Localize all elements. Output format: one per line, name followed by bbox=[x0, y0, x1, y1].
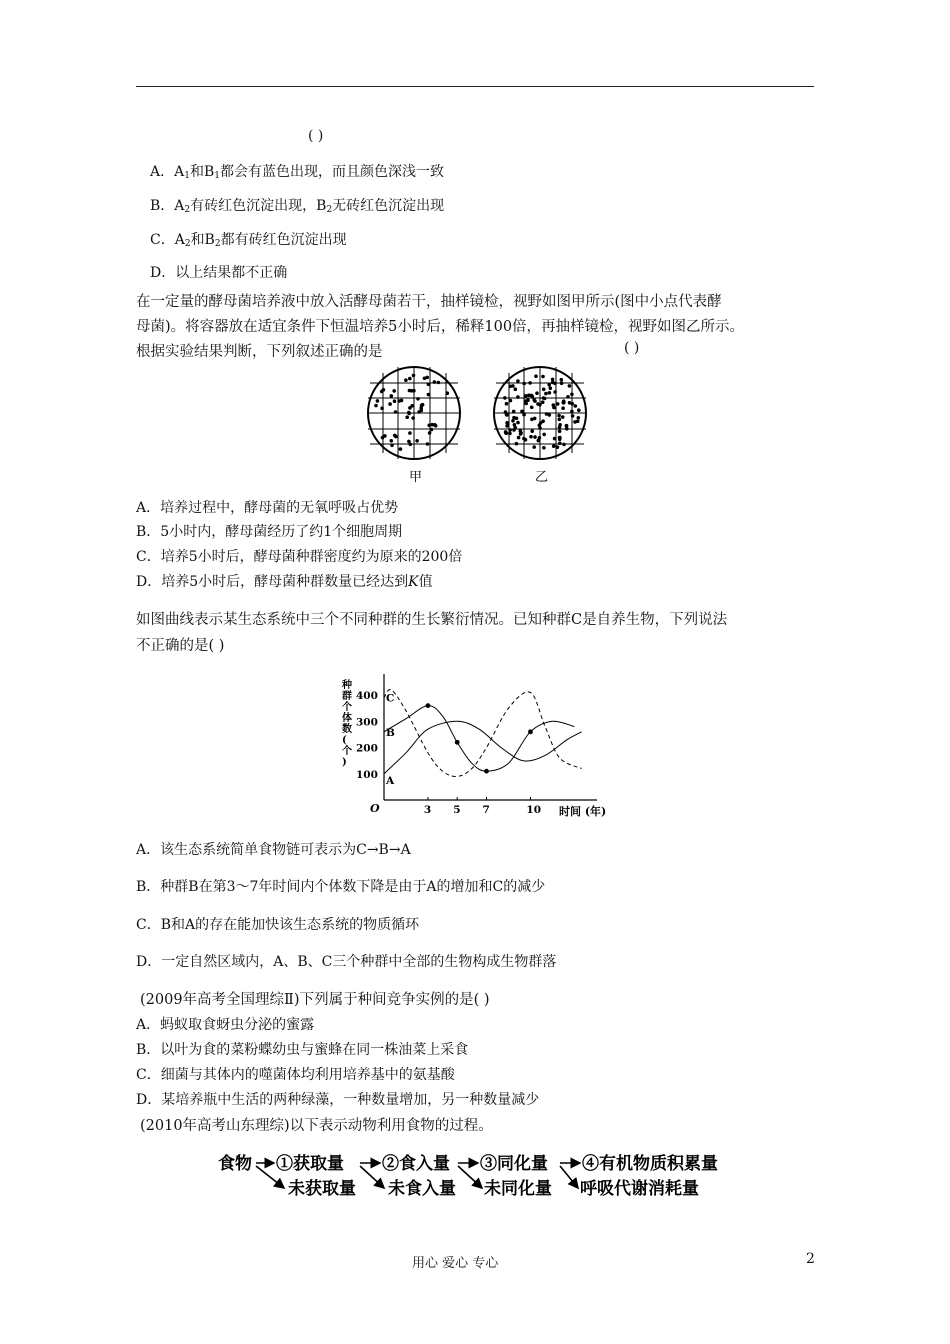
yeast-cell-dot bbox=[426, 442, 430, 446]
chart-series bbox=[384, 690, 582, 787]
yeast-cell-dot bbox=[530, 406, 534, 410]
option-b: B．以叶为食的菜粉蝶幼虫与蜜蜂在同一株油菜上采食 bbox=[136, 1042, 469, 1058]
yeast-cell-dot bbox=[519, 432, 523, 436]
yeast-cell-dot bbox=[517, 436, 521, 440]
yeast-cell-dot bbox=[576, 420, 580, 424]
yeast-cell-dot bbox=[381, 436, 385, 440]
option-a: A．蚂蚁取食蚜虫分泌的蜜露 bbox=[136, 1017, 315, 1033]
yeast-cell-dot bbox=[382, 388, 386, 392]
answer-bracket: ( ) bbox=[308, 128, 324, 144]
y-axis-label-char: 群 bbox=[342, 691, 352, 702]
origin-label: O bbox=[370, 802, 380, 815]
yeast-cell-dot bbox=[427, 393, 431, 397]
yeast-cell-dot bbox=[577, 408, 581, 412]
yeast-cell-dot bbox=[532, 445, 536, 449]
yeast-cell-dot bbox=[542, 396, 546, 400]
yeast-cell-dot bbox=[415, 439, 419, 443]
arrow-icon bbox=[560, 1166, 578, 1188]
flow-loss-4: 呼吸代谢消耗量 bbox=[580, 1179, 699, 1199]
yeast-cell-dot bbox=[552, 444, 556, 448]
option-a: A．培养过程中，酵母菌的无氧呼吸占优势 bbox=[136, 500, 399, 516]
yeast-cell-dot bbox=[556, 402, 560, 406]
yeast-cell-dot bbox=[524, 438, 528, 442]
question-stem-line: 在一定量的酵母菌培养液中放入活酵母菌若干，抽样镜检，视野如图甲所示(图中小点代表酵 bbox=[136, 294, 722, 310]
yeast-cell-dot bbox=[558, 430, 562, 434]
yeast-cell-dot bbox=[504, 431, 508, 435]
yeast-cell-dot bbox=[542, 388, 546, 392]
option-d: D．某培养瓶中生活的两种绿藻，一种数量增加，另一种数量减少 bbox=[136, 1092, 540, 1108]
flow-step-2: ②食入量 bbox=[382, 1154, 450, 1174]
yeast-cell-dot bbox=[407, 411, 411, 415]
yeast-cell-dot bbox=[408, 377, 412, 381]
yeast-cell-dot bbox=[515, 442, 519, 446]
y-tick-label: 200 bbox=[356, 742, 378, 755]
yeast-cell-dot bbox=[548, 391, 552, 395]
yeast-cell-dot bbox=[558, 442, 562, 446]
y-axis-label-char: 个 bbox=[342, 702, 352, 713]
flow-loss-1: 未获取量 bbox=[288, 1179, 356, 1199]
x-tick-label: 10 bbox=[526, 804, 542, 816]
yeast-cell-dot bbox=[516, 421, 520, 425]
question-stem: (2009年高考全国理综Ⅱ)下列属于种间竞争实例的是( ) bbox=[140, 992, 490, 1008]
yeast-cell-dot bbox=[519, 429, 523, 433]
yeast-cell-dot bbox=[529, 435, 533, 439]
yeast-cell-dot bbox=[446, 391, 450, 395]
yeast-cell-dot bbox=[571, 414, 575, 418]
yeast-cell-dot bbox=[509, 399, 513, 403]
flow-loss-2: 未食入量 bbox=[388, 1179, 456, 1199]
yeast-cell-dot bbox=[380, 407, 384, 411]
y-axis-label-char: 体 bbox=[342, 713, 352, 724]
yeast-cell-dot bbox=[390, 439, 394, 443]
yeast-cell-dot bbox=[513, 423, 517, 427]
yeast-cell-dot bbox=[538, 423, 542, 427]
yeast-cell-dot bbox=[428, 431, 432, 435]
arrow-icon bbox=[458, 1166, 482, 1188]
yeast-cell-dot bbox=[527, 394, 531, 398]
y-axis-label-char: ( bbox=[342, 735, 347, 746]
series-line-b bbox=[384, 706, 574, 772]
food-flow-diagram bbox=[210, 1146, 750, 1206]
y-axis-label-char: 种 bbox=[342, 680, 352, 691]
x-tick-label: 3 bbox=[423, 804, 432, 816]
yeast-figure bbox=[360, 363, 600, 485]
flow-food: 食物 bbox=[218, 1154, 252, 1174]
yeast-cell-dot bbox=[509, 385, 513, 389]
yeast-cell-dot bbox=[561, 406, 565, 410]
yeast-cell-dot bbox=[547, 383, 551, 387]
yeast-cell-dot bbox=[430, 423, 434, 427]
yeast-cell-dot bbox=[511, 419, 515, 423]
yeast-cell-dot bbox=[397, 399, 401, 403]
yeast-cell-dot bbox=[410, 389, 414, 393]
header-rule bbox=[136, 86, 814, 87]
data-point bbox=[528, 729, 533, 734]
y-tick-label: 100 bbox=[356, 768, 378, 781]
yeast-cell-dot bbox=[558, 436, 562, 440]
chart-axes bbox=[341, 674, 606, 818]
y-axis-label-char: 个 bbox=[342, 746, 352, 757]
data-point bbox=[455, 740, 460, 745]
yeast-cell-dot bbox=[514, 387, 518, 391]
yeast-cell-dot bbox=[505, 402, 509, 406]
yeast-cell-dot bbox=[541, 375, 545, 379]
flow-step-3: ③同化量 bbox=[480, 1154, 548, 1174]
yeast-cell-dot bbox=[535, 391, 539, 395]
yeast-cell-dot bbox=[411, 416, 415, 420]
yeast-cell-dot bbox=[552, 406, 556, 410]
yeast-cell-dot bbox=[553, 382, 557, 386]
yeast-cell-dot bbox=[399, 447, 403, 451]
option-b: B．种群B在第3～7年时间内个体数下降是由于A的增加和C的减少 bbox=[136, 879, 546, 895]
yeast-cell-dot bbox=[512, 410, 516, 414]
flow-step-4: ④有机物质积累量 bbox=[582, 1154, 718, 1174]
yeast-cell-dot bbox=[412, 374, 416, 378]
chart-points bbox=[426, 703, 533, 773]
yeast-cell-dot bbox=[421, 403, 425, 407]
yeast-cell-dot bbox=[553, 437, 557, 441]
y-axis-label-char: ) bbox=[342, 757, 347, 768]
circle-jia bbox=[368, 367, 460, 459]
yeast-cell-dot bbox=[528, 381, 532, 385]
yeast-cell-dot bbox=[577, 416, 581, 420]
yeast-cell-dot bbox=[533, 435, 537, 439]
yeast-cell-dot bbox=[430, 428, 434, 432]
yeast-cell-dot bbox=[565, 424, 569, 428]
option-d: D．培养5小时后，酵母菌种群数量已经达到K值 bbox=[136, 574, 433, 590]
yeast-cell-dot bbox=[409, 443, 413, 447]
yeast-cell-dot bbox=[515, 417, 519, 421]
yeast-cell-dot bbox=[561, 415, 565, 419]
flow-loss-3: 未同化量 bbox=[484, 1179, 552, 1199]
yeast-cell-dot bbox=[512, 428, 516, 432]
option-c: C．培养5小时后，酵母菌种群密度约为原来的200倍 bbox=[136, 549, 463, 565]
yeast-cell-dot bbox=[557, 414, 561, 418]
yeast-cell-dot bbox=[548, 413, 552, 417]
option-a: A．该生态系统简单食物链可表示为C→B→A bbox=[136, 842, 411, 858]
yeast-cell-dot bbox=[568, 401, 572, 405]
yeast-cell-dot bbox=[503, 396, 507, 400]
answer-bracket: ( ) bbox=[624, 340, 640, 356]
yeast-cell-dot bbox=[376, 399, 380, 403]
yeast-cell-dot bbox=[505, 424, 509, 428]
yeast-cell-dot bbox=[506, 413, 510, 417]
series-label-b: B bbox=[386, 726, 395, 739]
yeast-cell-dot bbox=[541, 400, 545, 404]
yeast-cell-dot bbox=[524, 399, 528, 403]
yeast-cell-dot bbox=[393, 434, 397, 438]
yeast-cell-dot bbox=[388, 402, 392, 406]
option-c: C．细菌与其体内的噬菌体均利用培养基中的氨基酸 bbox=[136, 1067, 455, 1083]
x-tick-label: 5 bbox=[453, 804, 461, 816]
flow-step-1: ①获取量 bbox=[276, 1154, 344, 1174]
y-tick-label: 400 bbox=[356, 690, 378, 703]
yeast-cell-dot bbox=[534, 374, 538, 378]
yeast-cell-dot bbox=[520, 410, 524, 414]
yeast-cell-dot bbox=[562, 443, 566, 447]
data-point bbox=[426, 703, 431, 708]
yeast-cell-dot bbox=[390, 444, 394, 448]
series-label-a: A bbox=[386, 774, 395, 787]
yeast-cell-dot bbox=[516, 395, 520, 399]
yeast-cell-dot bbox=[574, 404, 578, 408]
yeast-cell-dot bbox=[508, 432, 512, 436]
option-b: B．$A_2$有砖红色沉淀出现，$B_2$无砖红色沉淀出现 bbox=[150, 198, 445, 215]
yeast-cell-dot bbox=[542, 433, 546, 437]
yeast-cell-dot bbox=[541, 419, 545, 423]
yeast-cell-dot bbox=[408, 431, 412, 435]
yeast-cell-dot bbox=[568, 384, 572, 388]
yeast-cell-dot bbox=[393, 399, 397, 403]
question-stem: (2010年高考山东理综)以下表示动物利用食物的过程。 bbox=[140, 1118, 493, 1134]
yeast-cell-dot bbox=[427, 383, 431, 387]
y-tick-label: 300 bbox=[356, 716, 378, 729]
yeast-cell-dot bbox=[530, 418, 534, 422]
yeast-cell-dot bbox=[427, 424, 431, 428]
yeast-cell-dot bbox=[524, 394, 528, 398]
question-stem-line: 如图曲线表示某生态系统中三个不同种群的生长繁衍情况。已知种群C是自养生物，下列说法 bbox=[136, 612, 728, 628]
yeast-cell-dot bbox=[410, 404, 414, 408]
yeast-cell-dot bbox=[420, 409, 424, 413]
yeast-cell-dot bbox=[560, 378, 564, 382]
label-yi: 乙 bbox=[535, 470, 549, 485]
yeast-cell-dot bbox=[562, 399, 566, 403]
yeast-cell-dot bbox=[544, 392, 548, 396]
yeast-cell-dot bbox=[537, 439, 541, 443]
x-axis-label: 时间 (年) bbox=[559, 805, 607, 818]
series-line-a bbox=[384, 721, 582, 774]
option-c: C．$A_2$和$B_2$都有砖红色沉淀出现 bbox=[150, 232, 347, 249]
x-tick-label: 7 bbox=[482, 804, 490, 816]
page-number: 2 bbox=[806, 1251, 815, 1267]
yeast-cell-dot bbox=[549, 386, 553, 390]
yeast-cell-dot bbox=[556, 445, 560, 449]
yeast-cell-dot bbox=[530, 429, 534, 433]
yeast-cell-dot bbox=[374, 404, 378, 408]
yeast-cell-dot bbox=[522, 382, 526, 386]
question-stem-line: 不正确的是( ) bbox=[136, 638, 225, 654]
option-d: D．以上结果都不正确 bbox=[150, 265, 288, 281]
series-label-c: C bbox=[386, 692, 395, 705]
y-axis-label-char: 数 bbox=[342, 724, 352, 735]
yeast-cell-dot bbox=[532, 398, 536, 402]
yeast-cell-dot bbox=[416, 397, 420, 401]
data-point bbox=[484, 769, 489, 774]
label-jia: 甲 bbox=[409, 470, 423, 485]
yeast-cell-dot bbox=[551, 378, 555, 382]
yeast-cell-dot bbox=[516, 379, 520, 383]
option-d: D．一定自然区域内，A、B、C三个种群中全部的生物构成生物群落 bbox=[136, 954, 557, 970]
yeast-cell-dot bbox=[558, 426, 562, 430]
yeast-cell-dot bbox=[405, 415, 409, 419]
arrow-icon bbox=[360, 1166, 384, 1188]
yeast-cell-dot bbox=[437, 381, 441, 385]
yeast-cell-dot bbox=[394, 410, 398, 414]
yeast-cell-dot bbox=[392, 389, 396, 393]
yeast-cell-dot bbox=[433, 380, 437, 384]
question-stem-line: 母菌)。将容器放在适宜条件下恒温培养5小时后，稀释100倍，再抽样镜检，视野如图乙所示。 bbox=[136, 319, 745, 335]
yeast-cell-dot bbox=[538, 403, 542, 407]
yeast-cell-dot bbox=[570, 410, 574, 414]
population-chart bbox=[332, 672, 612, 824]
yeast-cell-dot bbox=[553, 390, 557, 394]
yeast-cell-dot bbox=[404, 378, 408, 382]
series-line-c bbox=[384, 690, 582, 777]
yeast-cell-dot bbox=[542, 446, 546, 450]
yeast-cell-dot bbox=[560, 382, 564, 386]
question-stem-line: 根据实验结果判断，下列叙述正确的是 bbox=[136, 344, 383, 360]
yeast-cell-dot bbox=[570, 393, 574, 397]
yeast-cell-dot bbox=[558, 418, 562, 422]
footer-slogan: 用心 爱心 专心 bbox=[412, 1256, 499, 1271]
yeast-cell-dot bbox=[423, 377, 427, 381]
yeast-cell-dot bbox=[522, 413, 526, 417]
yeast-cell-dot bbox=[566, 395, 570, 399]
yeast-cell-dot bbox=[508, 428, 512, 432]
option-b: B．5小时内，酵母菌经历了约1个细胞周期 bbox=[136, 524, 403, 540]
circle-yi bbox=[494, 367, 586, 459]
option-a: A．$A_1$和$B_1$都会有蓝色出现，而且颜色深浅一致 bbox=[150, 164, 444, 181]
option-c: C．B和A的存在能加快该生态系统的物质循环 bbox=[136, 917, 420, 933]
yeast-cell-dot bbox=[390, 394, 394, 398]
